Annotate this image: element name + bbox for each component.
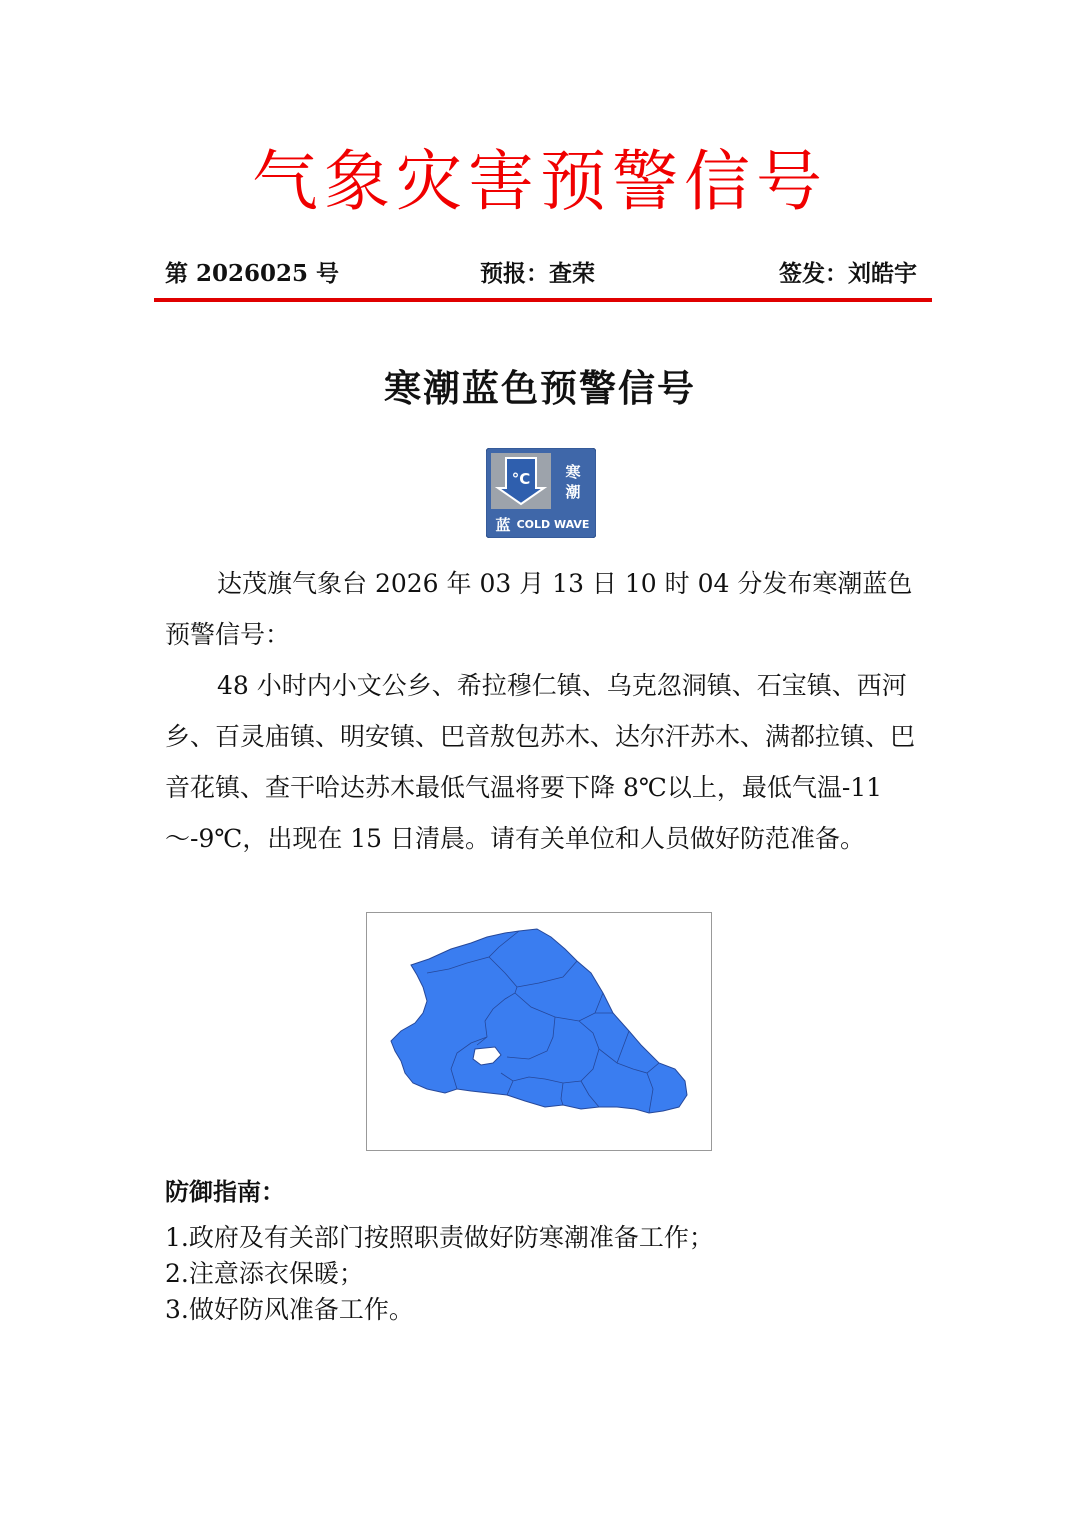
issuance-paragraph: 达茂旗气象台 2026 年 03 月 13 日 10 时 04 分发布寒潮蓝色预警信号： [165, 569, 913, 649]
guide-item: 3.做好防风准备工作。 [165, 1295, 414, 1324]
guide-item: 1.政府及有关部门按照职责做好防寒潮准备工作； [165, 1223, 714, 1252]
badge-side-text-bottom: 潮 [565, 483, 581, 501]
guide-item: 2.注意添衣保暖； [165, 1259, 364, 1288]
cold-wave-blue-warning-icon [486, 448, 596, 538]
document-meta-row [165, 255, 917, 291]
badge-side-text-top: 寒 [565, 463, 581, 481]
document-title: 气象灾害预警信号 [252, 143, 828, 220]
warning-area-map [366, 912, 712, 1151]
forecast-paragraph: 48 小时内小文公乡、希拉穆仁镇、乌克忽洞镇、石宝镇、西河乡、百灵庙镇、明安镇、巴音敖包苏木、达尔汗苏木、满都拉镇、巴音花镇、查干哈达苏木最低气温将要下降 8℃以上，最低气温-11～-9℃，出现在 15 日清晨。请有关单位和人员做好防范准备。 [165, 671, 916, 853]
warning-title: 寒潮蓝色预警信号 [384, 366, 696, 410]
forecaster: 预报：查荣 [480, 260, 595, 287]
badge-symbol: °C [511, 470, 531, 488]
badge-english: COLD WAVE [516, 518, 590, 531]
document-number: 第 2026025 号 [165, 260, 340, 287]
signer: 签发：刘皓宇 [779, 260, 917, 287]
header-divider [154, 298, 932, 302]
badge-level: 蓝 [495, 516, 511, 534]
defense-guide-title: 防御指南： [165, 1177, 285, 1206]
warning-region-shape [391, 929, 687, 1113]
region-map [367, 913, 711, 1150]
